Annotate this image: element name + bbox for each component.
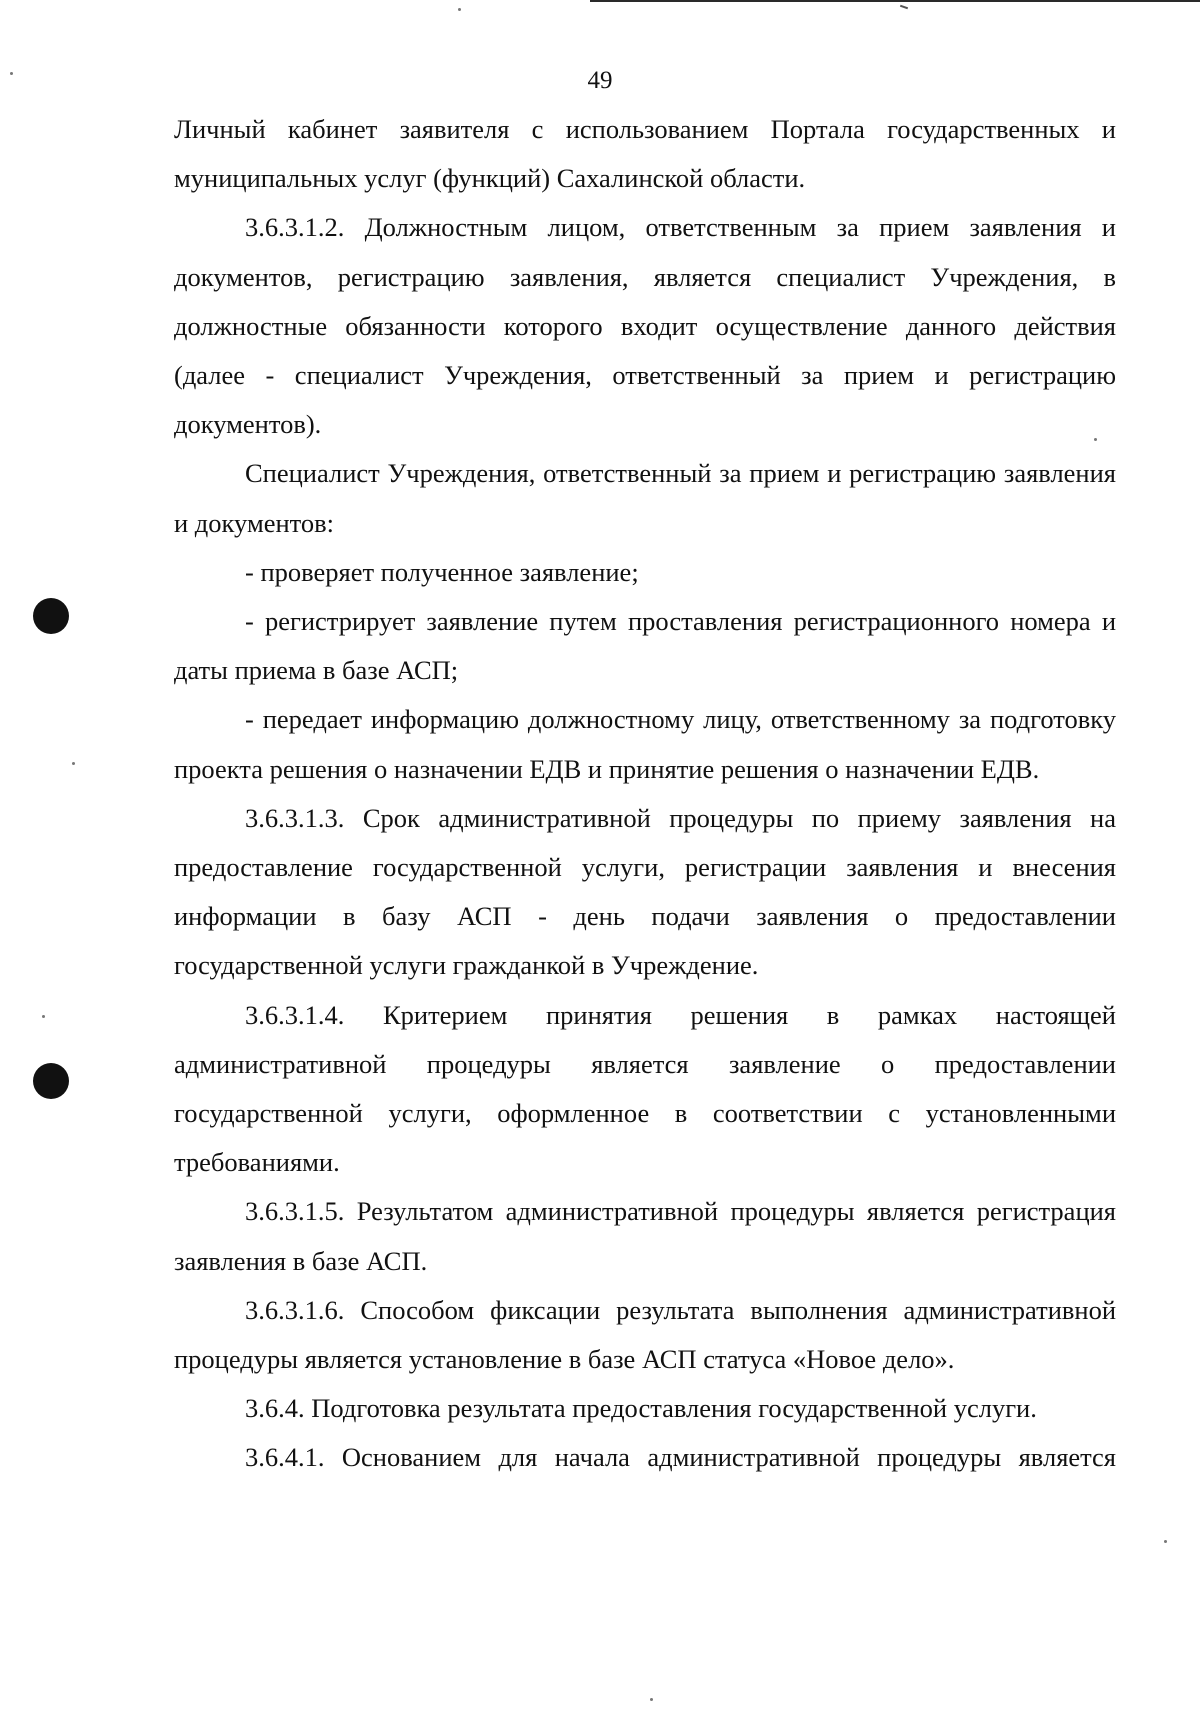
paragraph: Специалист Учреждения, ответственный за прием и регистрацию заявления и документов: [174, 458, 1116, 538]
paragraph: 3.6.3.1.3. Срок административной процедуры по приему заявления на предоставление государственной услуги, регистрации заявления и внесения информации в базу АСП - день подачи заявления о предоставлении государственной услуги гражданкой в Учреждение. [174, 802, 1116, 981]
paragraph: 3.6.3.1.5. Результатом административной процедуры является регистрация заявления в базе АСП. [174, 1196, 1116, 1276]
scan-speck [1164, 1540, 1167, 1543]
paragraph: - проверяет полученное заявление; [245, 556, 639, 587]
scan-speck [650, 1698, 653, 1701]
paragraph: Личный кабинет заявителя с использованием Портала государственных и муниципальных услуг (функций) Сахалинской области. [174, 114, 1116, 194]
scan-speck [72, 762, 75, 765]
scan-top-edge [590, 0, 1200, 2]
page-number: 49 [587, 67, 613, 94]
paragraph: 3.6.4.1. Основанием для начала административной процедуры является [245, 1442, 1116, 1473]
punch-hole [33, 1063, 69, 1099]
paragraph: 3.6.3.1.2. Должностным лицом, ответственным за прием заявления и документов, регистрацию заявления, является специалист Учреждения, в должностные обязанности которого входит осуществление данного действия (далее - специалист Учреждения, ответственный за прием и регистрацию документов). [174, 212, 1116, 440]
document-body [174, 105, 1116, 1483]
scan-speck [1094, 438, 1097, 441]
paragraph: 3.6.3.1.4. Критерием принятия решения в рамках настоящей административной процедуры является заявление о предоставлении государственной услуги, оформленное в соответствии с установленными требованиями. [174, 999, 1116, 1178]
scan-speck [42, 1015, 45, 1018]
paragraph: - передает информацию должностному лицу, ответственному за подготовку проекта решения о назначении ЕДВ и принятие решения о назначении ЕДВ. [174, 704, 1116, 784]
paragraph: 3.6.3.1.6. Способом фиксации результата выполнения административной процедуры является установление в базе АСП статуса «Новое дело». [174, 1294, 1116, 1375]
scan-speck [458, 8, 461, 11]
paragraph: - регистрирует заявление путем проставления регистрационного номера и даты приема в базе АСП; [174, 606, 1116, 686]
scan-speck [10, 72, 13, 75]
scan-mark [900, 5, 908, 10]
punch-hole [33, 598, 69, 634]
paragraph: 3.6.4. Подготовка результата предоставления государственной услуги. [245, 1393, 1037, 1424]
